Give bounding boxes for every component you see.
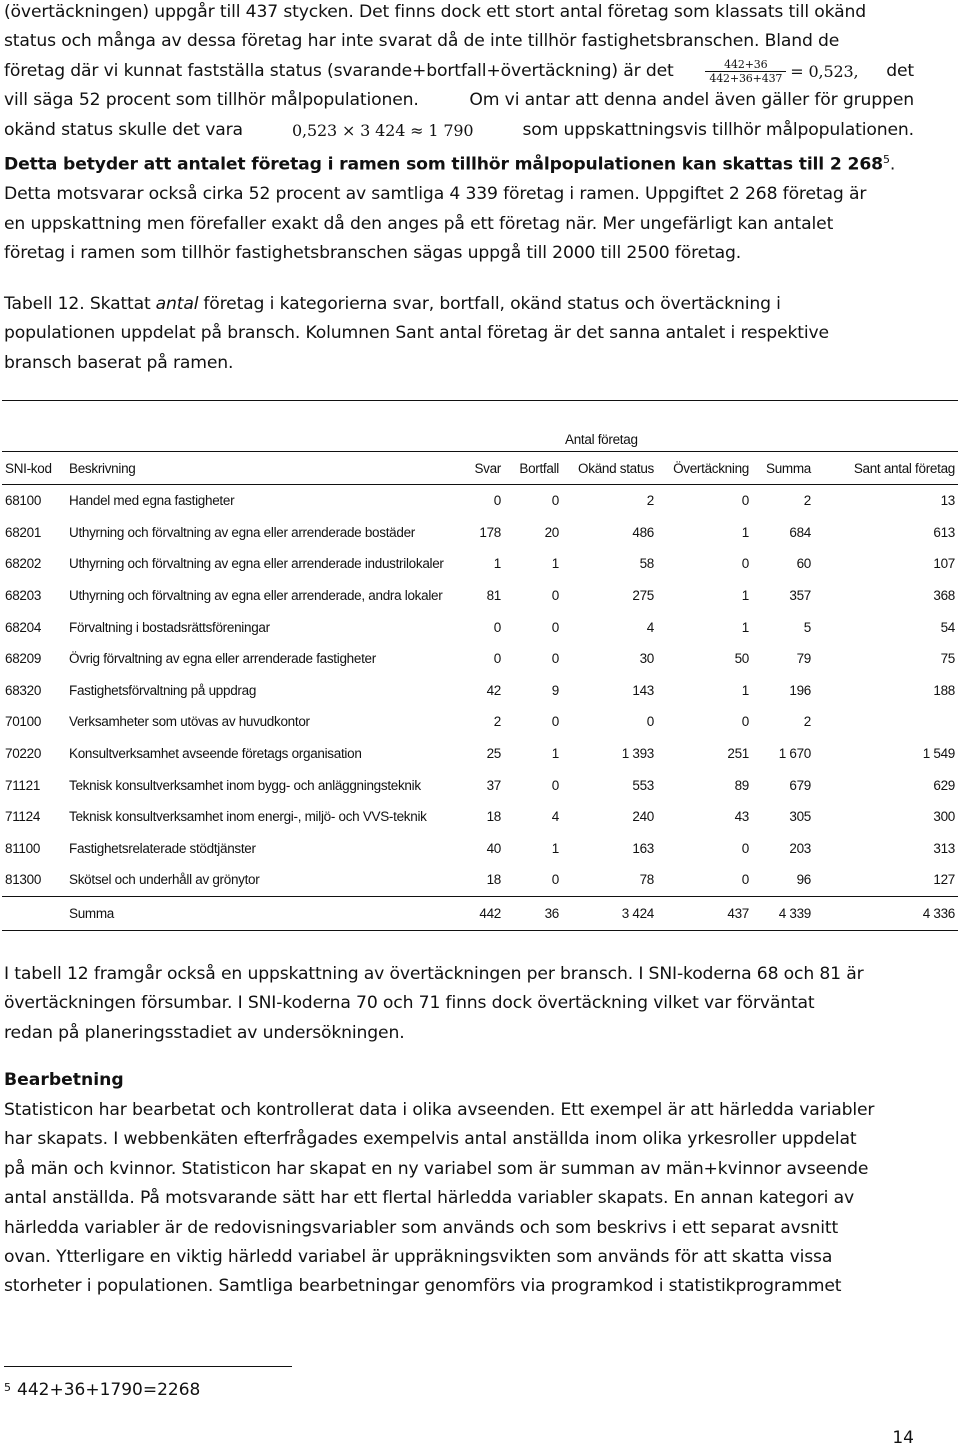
cell-description: Verksamheter som utövas av huvudkontor bbox=[69, 714, 310, 730]
cell-svar: 42 bbox=[486, 682, 501, 698]
fraction-denominator: 442+36+437 bbox=[705, 71, 786, 85]
text-line-content: Detta motsvarar också cirka 52 procent av samtliga 4 339 företag i ramen. Uppgiftet 2 268 företag är bbox=[4, 184, 867, 205]
table-caption bbox=[4, 290, 914, 378]
cell-sni-code: 70220 bbox=[5, 746, 42, 762]
table-row bbox=[2, 738, 958, 770]
cell-summa: 679 bbox=[789, 777, 811, 793]
cell-okand-status: 78 bbox=[562, 864, 657, 896]
cell-sant-antal: 127 bbox=[814, 864, 958, 896]
period: . bbox=[889, 154, 896, 175]
text-line-content: det bbox=[886, 60, 914, 81]
header-sni-kod: SNI-kod bbox=[2, 452, 66, 485]
text-line bbox=[4, 1096, 914, 1125]
text-line-content: Statisticon har bearbetat och kontrollerat data i olika avseenden. Ett exempel är att härledda variabler bbox=[4, 1100, 875, 1120]
cell-overtackning: 0 bbox=[741, 493, 749, 509]
text-line-content: status och många av dessa företag har inte svarat då de inte tillhör fastighetsbranschen. Bland de bbox=[4, 31, 840, 52]
cell-overtackning: 50 bbox=[734, 651, 749, 667]
table-row bbox=[2, 675, 958, 707]
text-line bbox=[4, 27, 914, 56]
cell-sant-antal: 613 bbox=[933, 524, 955, 540]
cell-sant-antal: 313 bbox=[933, 840, 955, 856]
text-line-content: har skapats. I webbenkäten efterfrågades exempelvis antal anställda inom olika yrkesroller uppdelat bbox=[4, 1129, 857, 1150]
cell-sni-code: 71124 bbox=[5, 809, 41, 825]
header-sant-antal: Sant antal företag bbox=[814, 452, 958, 485]
text-line-content: vill säga 52 procent som tillhör målpopulationen. bbox=[4, 90, 419, 111]
text-line bbox=[4, 319, 914, 348]
cell-description: Handel med egna fastigheter bbox=[69, 493, 235, 509]
cell-summa: 2 bbox=[803, 493, 811, 509]
cell-sant-antal: 75 bbox=[940, 651, 955, 667]
text-line-content: som uppskattningsvis tillhör målpopulationen. bbox=[522, 119, 914, 140]
footnote-divider bbox=[4, 1366, 292, 1367]
formula-result: = 0,523, bbox=[790, 61, 859, 81]
page-number: 14 bbox=[892, 1428, 914, 1448]
paragraph-overcoverage bbox=[4, 0, 914, 268]
cell-sant-antal: 300 bbox=[933, 809, 955, 825]
text-line-with-fraction bbox=[4, 57, 914, 86]
text-line bbox=[4, 1125, 914, 1154]
header-summa: Summa bbox=[752, 452, 814, 485]
cell-bortfall: 0 bbox=[551, 651, 559, 667]
cell-description: Uthyrning och förvaltning av egna eller arrenderade industrilokaler bbox=[69, 556, 444, 572]
text-line-content: en uppskattning men förefaller exakt då den anges på ett företag när. Mer ungefärligt kan antalet bbox=[4, 213, 834, 234]
cell-overtackning: 43 bbox=[734, 809, 749, 825]
cell-overtackning: 0 bbox=[741, 556, 749, 572]
cell-svar: 18 bbox=[486, 809, 501, 825]
data-table bbox=[2, 400, 958, 931]
cell-svar: 0 bbox=[493, 651, 501, 667]
cell-sant-antal: 107 bbox=[933, 556, 955, 572]
header-beskrivning: Beskrivning bbox=[66, 452, 462, 485]
cell-summa: 305 bbox=[789, 809, 811, 825]
cell-overtackning: 1 bbox=[741, 588, 749, 604]
formula-estimate: 0,523 × 3 424 ≈ 1 790 bbox=[291, 120, 474, 140]
text-line bbox=[4, 960, 914, 989]
sum-summa: 4 339 bbox=[752, 896, 814, 930]
cell-svar: 81 bbox=[486, 588, 501, 604]
cell-okand-status: 143 bbox=[632, 682, 654, 698]
sum-description: Summa bbox=[66, 896, 462, 930]
caption-italic: antal bbox=[155, 294, 199, 314]
footnote-text: 442+36+1790=2268 bbox=[17, 1380, 201, 1400]
cell-svar: 40 bbox=[486, 840, 501, 856]
cell-sni-code: 68201 bbox=[5, 524, 42, 540]
text-line-content: storheter i populationen. Samtliga bearbetningar genomförs via programkod i statistikprogrammet bbox=[4, 1276, 842, 1297]
header-svar: Svar bbox=[462, 452, 504, 485]
cell-sni-code: 68320 bbox=[5, 682, 42, 698]
text-line bbox=[4, 86, 914, 115]
cell-bortfall: 9 bbox=[551, 682, 559, 698]
table-row bbox=[2, 706, 958, 738]
cell-summa: 1 670 bbox=[778, 746, 811, 762]
caption-text: bransch baserat på ramen. bbox=[4, 352, 234, 373]
cell-svar: 1 bbox=[493, 556, 501, 572]
table-row bbox=[2, 548, 958, 580]
header-bortfall: Bortfall bbox=[504, 452, 562, 485]
cell-description: Teknisk konsultverksamhet inom bygg- och anläggningsteknik bbox=[69, 777, 421, 793]
cell-bortfall: 0 bbox=[504, 864, 562, 896]
table-row bbox=[2, 485, 958, 517]
sum-sant-antal: 4 336 bbox=[814, 896, 958, 930]
group-header-label: Antal företag bbox=[565, 432, 638, 447]
caption-text: populationen uppdelat på bransch. Kolumnen Sant antal företag är det sanna antalet i respektive bbox=[4, 323, 829, 344]
cell-sant-antal: 1 549 bbox=[922, 746, 955, 762]
cell-sant-antal: 54 bbox=[940, 619, 955, 635]
text-line-content: Om vi antar att denna andel även gäller för gruppen bbox=[469, 90, 914, 111]
header-overtackning: Övertäckning bbox=[657, 452, 752, 485]
text-line-content: I tabell 12 framgår också en uppskattning av övertäckningen per bransch. I SNI-koderna 68 och 81 är bbox=[4, 964, 864, 984]
cell-overtackning: 0 bbox=[741, 840, 749, 856]
cell-okand-status: 58 bbox=[639, 556, 654, 572]
cell-okand-status: 553 bbox=[632, 777, 654, 793]
bold-statement: Detta betyder att antalet företag i ramen som tillhör målpopulationen kan skattas till 2 268 bbox=[4, 154, 883, 175]
table-group-header bbox=[2, 401, 958, 452]
cell-okand-status: 163 bbox=[632, 840, 654, 856]
table-row bbox=[2, 517, 958, 549]
text-line bbox=[4, 1272, 914, 1301]
table-row bbox=[2, 769, 958, 801]
cell-overtackning: 0 bbox=[741, 714, 749, 730]
cell-bortfall: 0 bbox=[551, 777, 559, 793]
cell-okand-status: 30 bbox=[639, 651, 654, 667]
cell-svar: 2 bbox=[493, 714, 501, 730]
cell-description: Uthyrning och förvaltning av egna eller arrenderade, andra lokaler bbox=[69, 588, 443, 604]
cell-description: Övrig förvaltning av egna eller arrenderade fastigheter bbox=[69, 651, 376, 667]
cell-sni-code: 81100 bbox=[5, 840, 41, 856]
text-line bbox=[4, 1184, 914, 1213]
cell-sant-antal: 13 bbox=[940, 493, 955, 509]
footnote-mark: 5 bbox=[4, 1381, 11, 1394]
paragraph-overcoverage-by-industry bbox=[4, 960, 914, 1048]
cell-svar: 178 bbox=[479, 524, 501, 540]
cell-description: Fastighetsrelaterade stödtjänster bbox=[69, 840, 256, 856]
cell-sni-code: 68203 bbox=[5, 588, 42, 604]
footnote bbox=[4, 1380, 200, 1400]
text-line bbox=[4, 290, 914, 319]
text-line-content: på män och kvinnor. Statisticon har skapat en ny variabel som är summan av män+kvinnor avseende bbox=[4, 1158, 869, 1179]
text-line-with-formula bbox=[4, 116, 914, 145]
cell-sant-antal: 629 bbox=[933, 777, 955, 793]
text-line-content bbox=[4, 145, 895, 180]
cell-bortfall: 20 bbox=[544, 524, 559, 540]
cell-bortfall: 1 bbox=[551, 556, 559, 572]
table-sum-row bbox=[2, 896, 958, 930]
cell-okand-status: 1 393 bbox=[621, 746, 654, 762]
text-line-content: redan på planeringsstadiet av undersökningen. bbox=[4, 1022, 405, 1043]
cell-okand-status: 486 bbox=[632, 524, 654, 540]
cell-svar: 18 bbox=[462, 864, 504, 896]
cell-summa: 79 bbox=[796, 651, 811, 667]
cell-sant-antal bbox=[814, 706, 958, 738]
text-line-content: härledda variabler är de redovisningsvariabler som används och som beskrivs i ett separat avsnitt bbox=[4, 1217, 839, 1238]
cell-summa: 96 bbox=[752, 864, 814, 896]
footnote-ref[interactable]: 5 bbox=[882, 153, 890, 167]
cell-description: Fastighetsförvaltning på uppdrag bbox=[69, 682, 257, 698]
cell-bortfall: 1 bbox=[551, 746, 559, 762]
cell-overtackning: 1 bbox=[741, 619, 749, 635]
cell-sni-code: 68204 bbox=[5, 619, 42, 635]
cell-overtackning: 0 bbox=[657, 864, 752, 896]
cell-description: Skötsel och underhåll av grönytor bbox=[66, 864, 462, 896]
cell-overtackning: 251 bbox=[727, 746, 749, 762]
text-line-content: företag där vi kunnat fastställa status (svarande+bortfall+övertäckning) är det bbox=[4, 60, 674, 81]
cell-okand-status: 0 bbox=[646, 714, 654, 730]
cell-description: Teknisk konsultverksamhet inom energi-, miljö- och VVS-teknik bbox=[69, 809, 427, 825]
cell-description: Konsultverksamhet avseende företags organisation bbox=[69, 746, 362, 762]
cell-overtackning: 89 bbox=[734, 777, 749, 793]
cell-bortfall: 0 bbox=[551, 619, 559, 635]
cell-sant-antal: 188 bbox=[933, 682, 955, 698]
cell-bortfall: 0 bbox=[551, 493, 559, 509]
sum-bortfall: 36 bbox=[504, 896, 562, 930]
text-line bbox=[4, 0, 914, 27]
fraction-numerator: 442+36 bbox=[724, 58, 768, 72]
sum-sni-code bbox=[2, 896, 66, 930]
text-line bbox=[4, 180, 914, 209]
text-line bbox=[4, 210, 914, 239]
table-row bbox=[2, 801, 958, 833]
cell-okand-status: 275 bbox=[632, 588, 654, 604]
caption-label: Tabell 12. Skattat bbox=[4, 294, 151, 314]
formula-share bbox=[701, 57, 858, 86]
text-line bbox=[4, 349, 914, 378]
cell-summa: 196 bbox=[789, 682, 811, 698]
text-line-content: okänd status skulle det vara bbox=[4, 119, 243, 140]
text-line bbox=[4, 989, 914, 1018]
cell-svar: 0 bbox=[493, 619, 501, 635]
header-okand-status: Okänd status bbox=[562, 452, 657, 485]
paragraph-processing bbox=[4, 1096, 914, 1302]
cell-summa: 60 bbox=[796, 556, 811, 572]
cell-summa: 684 bbox=[789, 524, 811, 540]
text-line bbox=[4, 1019, 914, 1048]
text-line-content: ovan. Ytterligare en viktig härledd variabel är uppräkningsvikten som används för att skatta vissa bbox=[4, 1247, 833, 1268]
cell-okand-status: 2 bbox=[646, 493, 654, 509]
table-row bbox=[2, 864, 958, 896]
text-line-content: (övertäckningen) uppgår till 437 stycken. Det finns dock ett stort antal företag som klassats till okänd bbox=[4, 2, 867, 22]
cell-overtackning: 1 bbox=[741, 682, 749, 698]
sum-svar: 442 bbox=[462, 896, 504, 930]
sum-overtackning: 437 bbox=[657, 896, 752, 930]
table-row bbox=[2, 833, 958, 865]
cell-sni-code: 71121 bbox=[5, 777, 41, 793]
table-row bbox=[2, 643, 958, 675]
cell-svar: 25 bbox=[486, 746, 501, 762]
text-line bbox=[4, 1214, 914, 1243]
text-line-content: övertäckningen försumbar. I SNI-koderna 70 och 71 finns dock övertäckning vilket var förväntat bbox=[4, 993, 815, 1014]
cell-sni-code: 70100 bbox=[5, 714, 42, 730]
cell-summa: 357 bbox=[789, 588, 811, 604]
text-line bbox=[4, 1243, 914, 1272]
group-header-cell bbox=[462, 401, 814, 452]
cell-sant-antal: 368 bbox=[933, 588, 955, 604]
text-line-content: företag i ramen som tillhör fastighetsbranschen sägas uppgå till 2000 till 2500 företag. bbox=[4, 242, 742, 263]
cell-okand-status: 4 bbox=[646, 619, 654, 635]
cell-okand-status: 240 bbox=[632, 809, 654, 825]
cell-summa: 5 bbox=[803, 619, 811, 635]
table-header-row bbox=[2, 452, 958, 485]
table-row bbox=[2, 611, 958, 643]
cell-summa: 2 bbox=[803, 714, 811, 730]
cell-sni-code: 68209 bbox=[5, 651, 42, 667]
section-heading: Bearbetning bbox=[4, 1070, 124, 1090]
table-row bbox=[2, 580, 958, 612]
cell-description: Förvaltning i bostadsrättsföreningar bbox=[69, 619, 270, 635]
text-line-content: antal anställda. På motsvarande sätt har ett flertal härledda variabler skapats. En annan kategori av bbox=[4, 1188, 854, 1209]
caption-text: företag i kategorierna svar, bortfall, okänd status och övertäckning i bbox=[203, 294, 781, 314]
text-line-bold bbox=[4, 145, 914, 180]
cell-bortfall: 0 bbox=[551, 714, 559, 730]
cell-bortfall: 1 bbox=[551, 840, 559, 856]
cell-svar: 0 bbox=[493, 493, 501, 509]
text-line bbox=[4, 1155, 914, 1184]
text-line bbox=[4, 239, 914, 268]
fraction bbox=[705, 58, 786, 85]
cell-overtackning: 1 bbox=[741, 524, 749, 540]
sum-okand-status: 3 424 bbox=[562, 896, 657, 930]
cell-svar: 37 bbox=[486, 777, 501, 793]
cell-bortfall: 0 bbox=[551, 588, 559, 604]
cell-sni-code: 68100 bbox=[5, 493, 42, 509]
cell-bortfall: 4 bbox=[551, 809, 559, 825]
cell-sni-code: 81300 bbox=[2, 864, 66, 896]
cell-description: Uthyrning och förvaltning av egna eller arrenderade bostäder bbox=[69, 524, 415, 540]
cell-summa: 203 bbox=[789, 840, 811, 856]
cell-sni-code: 68202 bbox=[5, 556, 42, 572]
